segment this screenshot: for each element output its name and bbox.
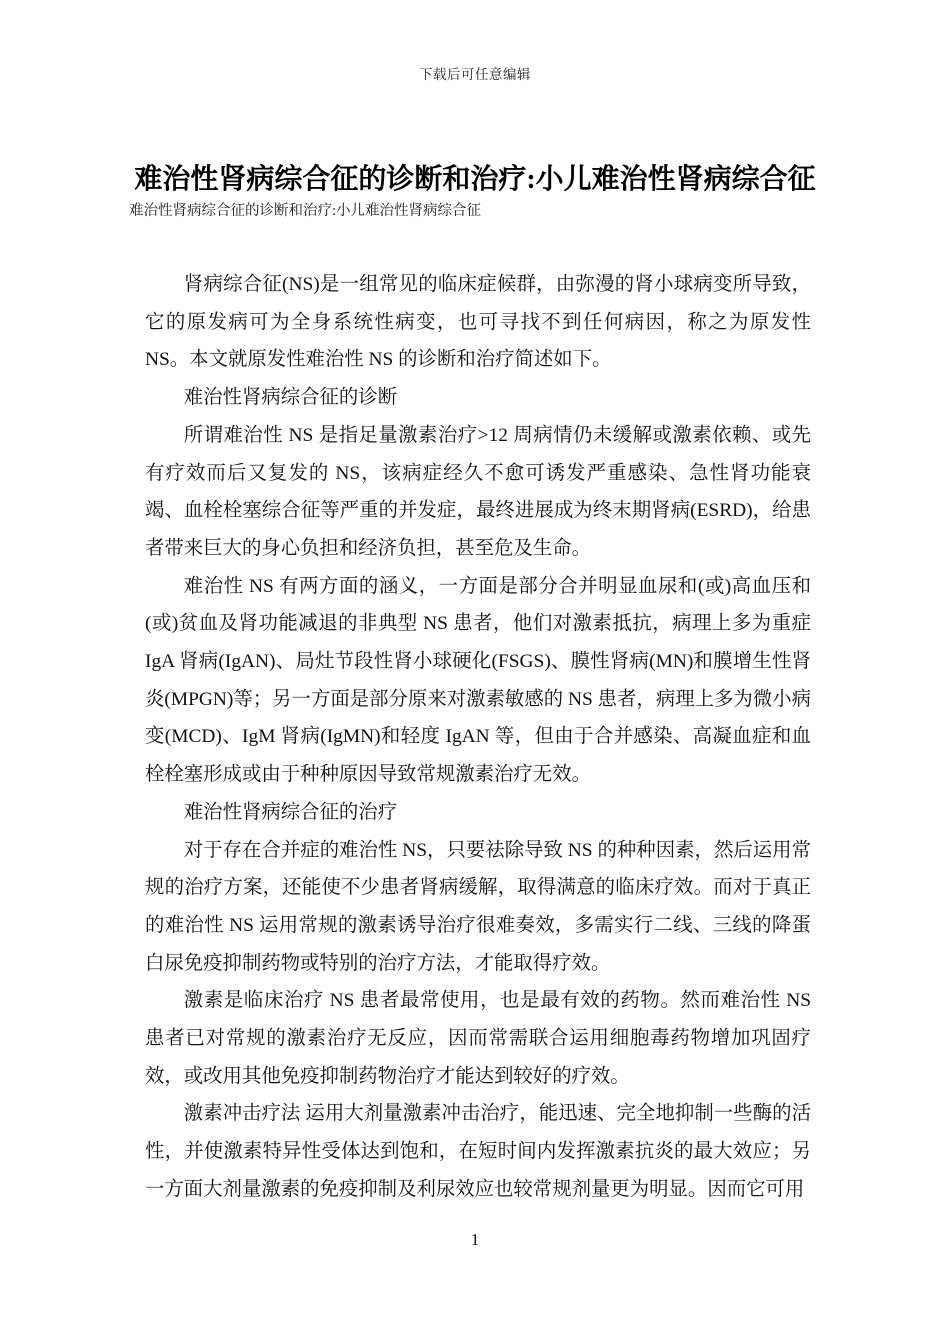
document-body bbox=[145, 266, 811, 1209]
treatment-paragraph-2: 激素是临床治疗 NS 患者最常使用，也是最有效的药物。然而难治性 NS 患者已对常规的激素治疗无反应，因而常需联合运用细胞毒药物增加巩固疗效，或改用其他免疫抑制药物治疗才能达到较好的疗效。 bbox=[145, 990, 811, 1087]
treatment-paragraph-3: 激素冲击疗法 运用大剂量激素冲击治疗，能迅速、完全地抑制一些酶的活性，并使激素特异性受体达到饱和，在短时间内发挥激素抗炎的最大效应；另一方面大剂量激素的免疫抑制及利尿效应也较常规剂量更为明显。因而它可用 bbox=[145, 1103, 811, 1200]
treatment-paragraph-1: 对于存在合并症的难治性 NS，只要祛除导致 NS 的种种因素，然后运用常规的治疗方案，还能使不少患者肾病缓解，取得满意的临床疗效。而对于真正的难治性 NS 运用常规的激素诱导治疗很难奏效，多需实行二线、三线的降蛋白尿免疫抑制药物或特别的治疗方法，才能取得疗效。 bbox=[145, 839, 811, 974]
treatment-section-heading: 难治性肾病综合征的治疗 bbox=[183, 801, 398, 823]
intro-paragraph: 肾病综合征(NS)是一组常见的临床症候群，由弥漫的肾小球病变所导致，它的原发病可为全身系统性病变，也可寻找不到任何病因，称之为原发性 NS。本文就原发性难治性 NS 的诊断和治疗简述如下。 bbox=[145, 274, 811, 371]
watermark-text: 下载后可任意编辑 bbox=[419, 67, 531, 82]
diagnosis-section-heading: 难治性肾病综合征的诊断 bbox=[183, 387, 398, 409]
page-number: 1 bbox=[470, 1230, 480, 1249]
document-title: 难治性肾病综合征的诊断和治疗:小儿难治性肾病综合征 bbox=[134, 163, 816, 195]
diagnosis-paragraph-2: 难治性 NS 有两方面的涵义，一方面是部分合并明显血尿和(或)高血压和(或)贫血及肾功能减退的非典型 NS 患者，他们对激素抵抗，病理上多为重症 IgA 肾病(IgAN)、局灶节段性肾小球硬化(FSGS)、膜性肾病(MN)和膜增生性肾炎(MPGN)等；另一方面是部分原来对激素敏感的 NS 患者，病理上多为微小病变(MCD)、IgM 肾病(IgMN)和轻度 IgAN 等，但由于合并感染、高凝血症和血栓栓塞形成或由于种种原因导致常规激素治疗无效。 bbox=[145, 575, 811, 786]
document-subtitle: 难治性肾病综合征的诊断和治疗:小儿难治性肾病综合征 bbox=[129, 203, 482, 219]
diagnosis-paragraph-1: 所谓难治性 NS 是指足量激素治疗>12 周病情仍未缓解或激素依赖、或先有疗效而后又复发的 NS，该病症经久不愈可诱发严重感染、急性肾功能衰竭、血栓栓塞综合征等严重的并发症，最终进展成为终末期肾病(ESRD)，给患者带来巨大的身心负担和经济负担，甚至危及生命。 bbox=[145, 424, 811, 559]
